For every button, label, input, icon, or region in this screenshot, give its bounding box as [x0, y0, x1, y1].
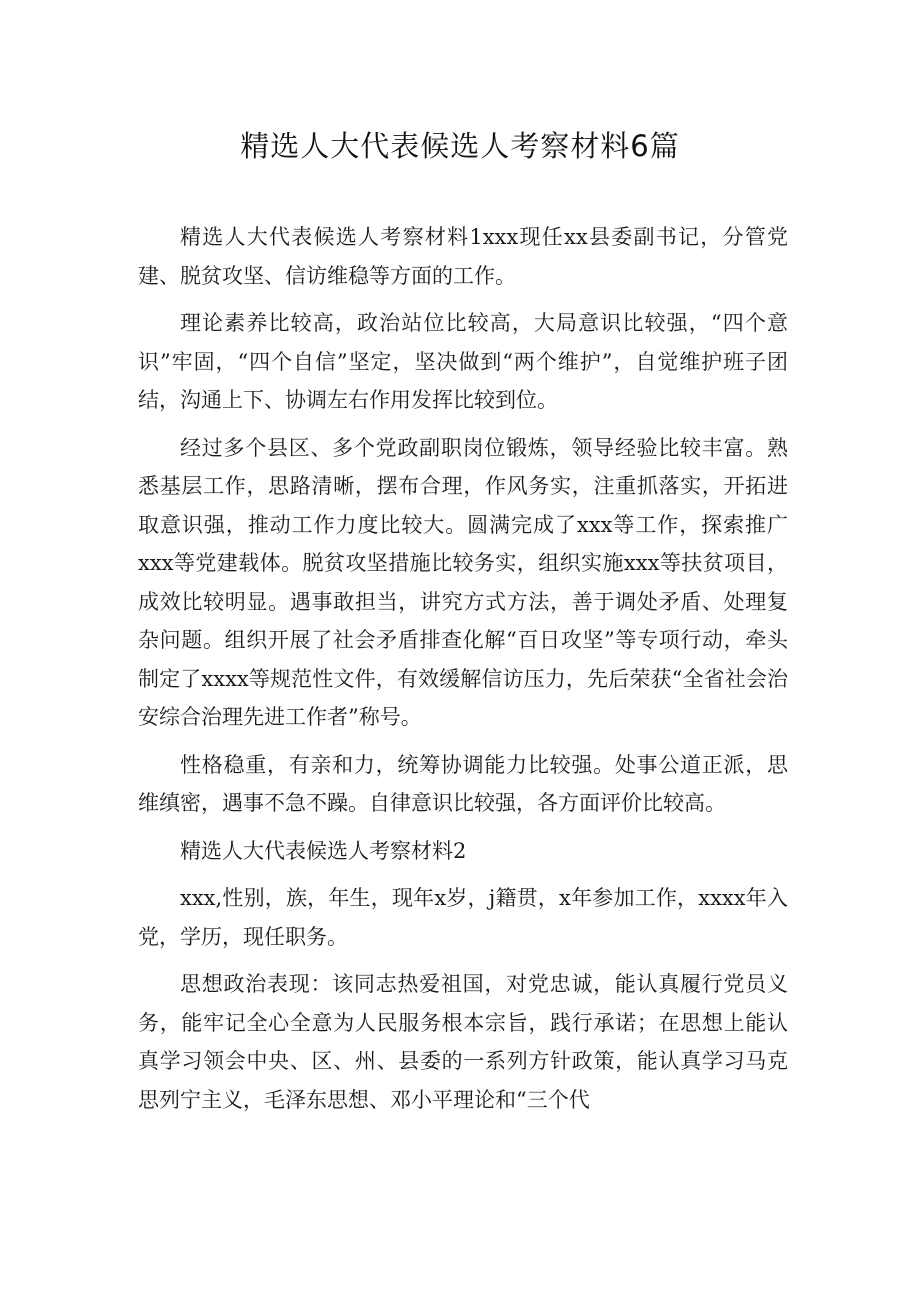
paragraph-6: 思想政治表现：该同志热爱祖国，对党忠诚，能认真履行党员义务，能牢记全心全意为人民服务根本宗旨，践行承诺；在思想上能认真学习领会中央、区、州、县委的一系列方针政策，能认真学习马克思列宁主义，毛泽东思想、邓小平理论和“三个代 [138, 972, 788, 1112]
paragraph-5: xxx,性别，族，年生，现年x岁，j籍贯，x年参加工作，xxxx年入党，学历，现任职务。 [138, 886, 788, 949]
paragraph-1: 精选人大代表候选人考察材料1xxx现任xx县委副书记，分管党建、脱贫攻坚、信访维稳等方面的工作。 [138, 225, 788, 288]
paragraph-3: 经过多个县区、多个党政副职岗位锻炼，领导经验比较丰富。熟悉基层工作，思路清晰，摆布合理，作风务实，注重抓落实，开拓进取意识强，推动工作力度比较大。圆满完成了xxx等工作，探索推广xxx等党建载体。脱贫攻坚措施比较务实，组织实施xxx等扶贫项目，成效比较明显。遇事敢担当，讲究方式方法，善于调处矛盾、处理复杂问题。组织开展了社会矛盾排查化解“百日攻坚”等专项行动，牵头制定了xxxx等规范性文件，有效缓解信访压力，先后荣获“全省社会治安综合治理先进工作者”称号。 [138, 435, 788, 729]
section-heading-2: 精选人大代表候选人考察材料2 [180, 838, 467, 863]
document-body [138, 218, 788, 1119]
document-title: 精选人大代表候选人考察材料6篇 [240, 129, 680, 163]
paragraph-2: 理论素养比较高，政治站位比较高，大局意识比较强，“四个意识”牢固，“四个自信”坚定，坚决做到“两个维护”，自觉维护班子团结，沟通上下、协调左右作用发挥比较到位。 [138, 311, 788, 412]
paragraph-4: 性格稳重，有亲和力，统筹协调能力比较强。处事公道正派，思维缜密，遇事不急不躁。自律意识比较强，各方面评价比较高。 [138, 752, 788, 815]
